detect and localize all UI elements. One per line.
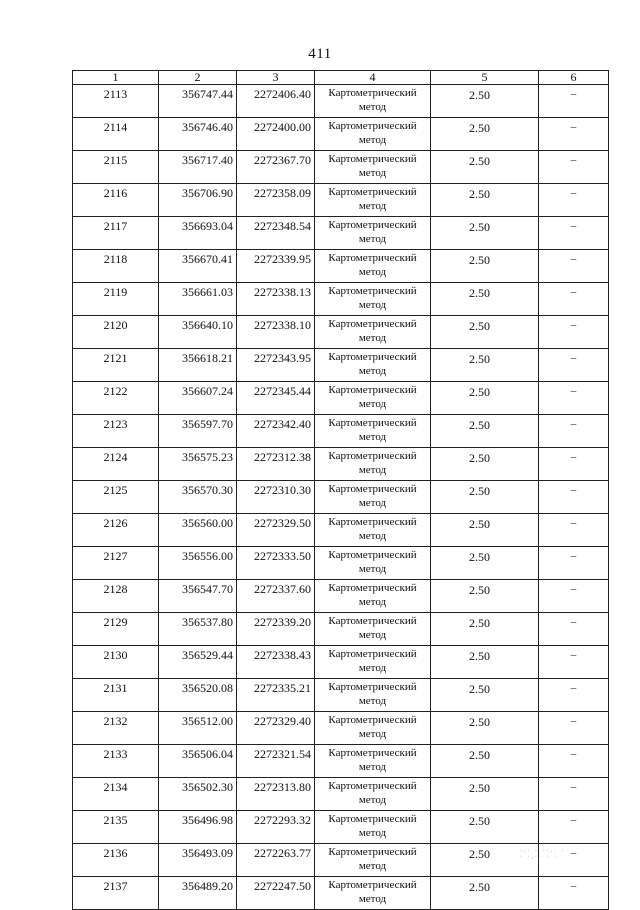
description-cell: –: [539, 250, 609, 283]
description-cell: –: [539, 382, 609, 415]
method-line-1: Картометрический: [328, 813, 417, 825]
y-coordinate-cell: 2272338.10: [237, 316, 315, 349]
point-number-cell: 2123: [73, 415, 159, 448]
method-cell: [315, 118, 431, 151]
point-number-cell: 2136: [73, 844, 159, 877]
x-coordinate-cell: 356537.80: [159, 613, 237, 646]
point-number-cell: 2137: [73, 877, 159, 910]
table-row: [73, 547, 609, 580]
y-coordinate-cell: 2272406.40: [237, 85, 315, 118]
accuracy-cell: 2.50: [431, 745, 539, 778]
y-coordinate-cell: 2272313.80: [237, 778, 315, 811]
x-coordinate-cell: 356746.40: [159, 118, 237, 151]
x-coordinate-cell: 356502.30: [159, 778, 237, 811]
table-row: [73, 679, 609, 712]
table-row: [73, 514, 609, 547]
y-coordinate-cell: 2272343.95: [237, 349, 315, 382]
point-number-cell: 2124: [73, 448, 159, 481]
description-cell: –: [539, 712, 609, 745]
description-cell: –: [539, 151, 609, 184]
accuracy-cell: 2.50: [431, 877, 539, 910]
x-coordinate-cell: 356556.00: [159, 547, 237, 580]
method-line-1: Картометрический: [328, 384, 417, 396]
description-cell: –: [539, 85, 609, 118]
method-line-2: метод: [358, 530, 387, 542]
point-number-cell: 2115: [73, 151, 159, 184]
x-coordinate-cell: 356529.44: [159, 646, 237, 679]
column-header-3: 3: [237, 71, 315, 85]
method-cell: [315, 382, 431, 415]
method-line-2: метод: [358, 431, 387, 443]
method-line-2: метод: [358, 596, 387, 608]
y-coordinate-cell: 2272321.54: [237, 745, 315, 778]
method-line-1: Картометрический: [328, 516, 417, 528]
point-number-cell: 2132: [73, 712, 159, 745]
point-number-cell: 2130: [73, 646, 159, 679]
point-number-cell: 2116: [73, 184, 159, 217]
y-coordinate-cell: 2272339.95: [237, 250, 315, 283]
method-line-2: метод: [358, 134, 387, 146]
y-coordinate-cell: 2272329.50: [237, 514, 315, 547]
table-row: [73, 613, 609, 646]
table-row: [73, 646, 609, 679]
description-cell: –: [539, 283, 609, 316]
method-cell: [315, 811, 431, 844]
accuracy-cell: 2.50: [431, 250, 539, 283]
y-coordinate-cell: 2272339.20: [237, 613, 315, 646]
point-number-cell: 2127: [73, 547, 159, 580]
y-coordinate-cell: 2272400.00: [237, 118, 315, 151]
x-coordinate-cell: 356512.00: [159, 712, 237, 745]
point-number-cell: 2129: [73, 613, 159, 646]
description-cell: –: [539, 514, 609, 547]
accuracy-cell: 2.50: [431, 118, 539, 151]
y-coordinate-cell: 2272348.54: [237, 217, 315, 250]
accuracy-cell: 2.50: [431, 448, 539, 481]
method-line-2: метод: [358, 299, 387, 311]
method-cell: [315, 250, 431, 283]
point-number-cell: 2119: [73, 283, 159, 316]
x-coordinate-cell: 356560.00: [159, 514, 237, 547]
table-row: [73, 712, 609, 745]
description-cell: –: [539, 811, 609, 844]
point-number-cell: 2133: [73, 745, 159, 778]
description-cell: –: [539, 415, 609, 448]
method-line-2: метод: [358, 761, 387, 773]
method-line-2: метод: [358, 167, 387, 179]
method-line-1: Картометрический: [328, 252, 417, 264]
x-coordinate-cell: 356693.04: [159, 217, 237, 250]
method-line-2: метод: [358, 365, 387, 377]
accuracy-cell: 2.50: [431, 844, 539, 877]
y-coordinate-cell: 2272358.09: [237, 184, 315, 217]
accuracy-cell: 2.50: [431, 547, 539, 580]
method-cell: [315, 844, 431, 877]
description-cell: –: [539, 745, 609, 778]
accuracy-cell: 2.50: [431, 712, 539, 745]
description-cell: –: [539, 481, 609, 514]
y-coordinate-cell: 2272367.70: [237, 151, 315, 184]
description-cell: –: [539, 646, 609, 679]
x-coordinate-cell: 356493.09: [159, 844, 237, 877]
table-row: [73, 151, 609, 184]
x-coordinate-cell: 356717.40: [159, 151, 237, 184]
accuracy-cell: 2.50: [431, 382, 539, 415]
accuracy-cell: 2.50: [431, 349, 539, 382]
description-cell: –: [539, 118, 609, 151]
table-row: [73, 778, 609, 811]
method-line-2: метод: [358, 662, 387, 674]
accuracy-cell: 2.50: [431, 580, 539, 613]
method-cell: [315, 745, 431, 778]
method-cell: [315, 712, 431, 745]
method-line-1: Картометрический: [328, 417, 417, 429]
point-number-cell: 2135: [73, 811, 159, 844]
accuracy-cell: 2.50: [431, 613, 539, 646]
description-cell: –: [539, 448, 609, 481]
description-cell: –: [539, 184, 609, 217]
method-cell: [315, 613, 431, 646]
accuracy-cell: 2.50: [431, 85, 539, 118]
x-coordinate-cell: 356570.30: [159, 481, 237, 514]
table-row: [73, 217, 609, 250]
x-coordinate-cell: 356597.70: [159, 415, 237, 448]
table-row: [73, 382, 609, 415]
accuracy-cell: 2.50: [431, 184, 539, 217]
method-cell: [315, 514, 431, 547]
method-cell: [315, 283, 431, 316]
scan-noise-marks: ·.· · ··.· · · ·.·· · ·: [520, 848, 566, 860]
method-cell: [315, 481, 431, 514]
method-line-2: метод: [358, 860, 387, 872]
method-line-2: метод: [358, 464, 387, 476]
x-coordinate-cell: 356489.20: [159, 877, 237, 910]
method-line-1: Картометрический: [328, 747, 417, 759]
point-number-cell: 2118: [73, 250, 159, 283]
y-coordinate-cell: 2272310.30: [237, 481, 315, 514]
table-body: [73, 85, 609, 910]
point-number-cell: 2121: [73, 349, 159, 382]
method-cell: [315, 778, 431, 811]
method-line-1: Картометрический: [328, 846, 417, 858]
method-line-2: метод: [358, 233, 387, 245]
x-coordinate-cell: 356747.44: [159, 85, 237, 118]
method-cell: [315, 580, 431, 613]
point-number-cell: 2126: [73, 514, 159, 547]
method-line-1: Картометрический: [328, 186, 417, 198]
point-number-cell: 2117: [73, 217, 159, 250]
method-cell: [315, 316, 431, 349]
method-line-2: метод: [358, 332, 387, 344]
y-coordinate-cell: 2272333.50: [237, 547, 315, 580]
table-row: [73, 745, 609, 778]
method-line-1: Картометрический: [328, 219, 417, 231]
table-row: [73, 811, 609, 844]
y-coordinate-cell: 2272338.13: [237, 283, 315, 316]
method-cell: [315, 679, 431, 712]
point-number-cell: 2114: [73, 118, 159, 151]
y-coordinate-cell: 2272338.43: [237, 646, 315, 679]
y-coordinate-cell: 2272293.32: [237, 811, 315, 844]
x-coordinate-cell: 356640.10: [159, 316, 237, 349]
description-cell: –: [539, 316, 609, 349]
method-line-1: Картометрический: [328, 714, 417, 726]
y-coordinate-cell: 2272335.21: [237, 679, 315, 712]
method-line-1: Картометрический: [328, 582, 417, 594]
accuracy-cell: 2.50: [431, 217, 539, 250]
method-line-2: метод: [358, 266, 387, 278]
column-header-2: 2: [159, 71, 237, 85]
method-line-2: метод: [358, 893, 387, 905]
method-line-2: метод: [358, 398, 387, 410]
point-number-cell: 2122: [73, 382, 159, 415]
method-line-2: метод: [358, 563, 387, 575]
x-coordinate-cell: 356575.23: [159, 448, 237, 481]
x-coordinate-cell: 356618.21: [159, 349, 237, 382]
table-row: [73, 118, 609, 151]
method-line-2: метод: [358, 827, 387, 839]
method-line-1: Картометрический: [328, 780, 417, 792]
description-cell: –: [539, 877, 609, 910]
column-header-4: 4: [315, 71, 431, 85]
method-cell: [315, 448, 431, 481]
table-row: [73, 85, 609, 118]
table-row: [73, 349, 609, 382]
x-coordinate-cell: 356706.90: [159, 184, 237, 217]
x-coordinate-cell: 356670.41: [159, 250, 237, 283]
method-cell: [315, 646, 431, 679]
method-line-1: Картометрический: [328, 648, 417, 660]
method-line-2: метод: [358, 200, 387, 212]
method-cell: [315, 151, 431, 184]
y-coordinate-cell: 2272345.44: [237, 382, 315, 415]
method-cell: [315, 85, 431, 118]
method-cell: [315, 184, 431, 217]
accuracy-cell: 2.50: [431, 316, 539, 349]
x-coordinate-cell: 356607.24: [159, 382, 237, 415]
table-row: [73, 283, 609, 316]
method-line-2: метод: [358, 794, 387, 806]
table-row: [73, 415, 609, 448]
method-line-1: Картометрический: [328, 549, 417, 561]
y-coordinate-cell: 2272247.50: [237, 877, 315, 910]
point-number-cell: 2120: [73, 316, 159, 349]
table-row: [73, 448, 609, 481]
method-line-1: Картометрический: [328, 450, 417, 462]
y-coordinate-cell: 2272263.77: [237, 844, 315, 877]
table-row: [73, 481, 609, 514]
x-coordinate-cell: 356661.03: [159, 283, 237, 316]
point-number-cell: 2113: [73, 85, 159, 118]
description-cell: –: [539, 580, 609, 613]
description-cell: –: [539, 844, 609, 877]
x-coordinate-cell: 356547.70: [159, 580, 237, 613]
point-number-cell: 2128: [73, 580, 159, 613]
y-coordinate-cell: 2272312.38: [237, 448, 315, 481]
x-coordinate-cell: 356520.08: [159, 679, 237, 712]
accuracy-cell: 2.50: [431, 646, 539, 679]
method-line-1: Картометрический: [328, 483, 417, 495]
point-number-cell: 2134: [73, 778, 159, 811]
accuracy-cell: 2.50: [431, 151, 539, 184]
method-line-2: метод: [358, 695, 387, 707]
table-row: [73, 250, 609, 283]
method-line-1: Картометрический: [328, 87, 417, 99]
method-line-1: Картометрический: [328, 153, 417, 165]
method-cell: [315, 217, 431, 250]
method-line-1: Картометрический: [328, 681, 417, 693]
point-number-cell: 2131: [73, 679, 159, 712]
table-header: [73, 71, 609, 85]
x-coordinate-cell: 356496.98: [159, 811, 237, 844]
method-line-2: метод: [358, 728, 387, 740]
method-cell: [315, 415, 431, 448]
column-header-1: 1: [73, 71, 159, 85]
column-header-5: 5: [431, 71, 539, 85]
accuracy-cell: 2.50: [431, 415, 539, 448]
point-number-cell: 2125: [73, 481, 159, 514]
column-header-6: 6: [539, 71, 609, 85]
description-cell: –: [539, 778, 609, 811]
header-row: [73, 71, 609, 85]
y-coordinate-cell: 2272329.40: [237, 712, 315, 745]
y-coordinate-cell: 2272337.60: [237, 580, 315, 613]
coordinates-table: [72, 70, 609, 910]
method-line-1: Картометрический: [328, 318, 417, 330]
method-line-1: Картометрический: [328, 879, 417, 891]
description-cell: –: [539, 547, 609, 580]
accuracy-cell: 2.50: [431, 283, 539, 316]
accuracy-cell: 2.50: [431, 679, 539, 712]
method-line-2: метод: [358, 101, 387, 113]
table-row: [73, 580, 609, 613]
table-row: [73, 184, 609, 217]
method-cell: [315, 349, 431, 382]
method-cell: [315, 547, 431, 580]
method-line-1: Картометрический: [328, 351, 417, 363]
page-number: 411: [308, 46, 332, 62]
table-row: [73, 316, 609, 349]
description-cell: –: [539, 349, 609, 382]
description-cell: –: [539, 679, 609, 712]
description-cell: –: [539, 217, 609, 250]
description-cell: –: [539, 613, 609, 646]
method-line-1: Картометрический: [328, 120, 417, 132]
method-line-2: метод: [358, 629, 387, 641]
method-line-1: Картометрический: [328, 285, 417, 297]
method-line-1: Картометрический: [328, 615, 417, 627]
accuracy-cell: 2.50: [431, 481, 539, 514]
x-coordinate-cell: 356506.04: [159, 745, 237, 778]
method-line-2: метод: [358, 497, 387, 509]
y-coordinate-cell: 2272342.40: [237, 415, 315, 448]
accuracy-cell: 2.50: [431, 778, 539, 811]
accuracy-cell: 2.50: [431, 811, 539, 844]
accuracy-cell: 2.50: [431, 514, 539, 547]
